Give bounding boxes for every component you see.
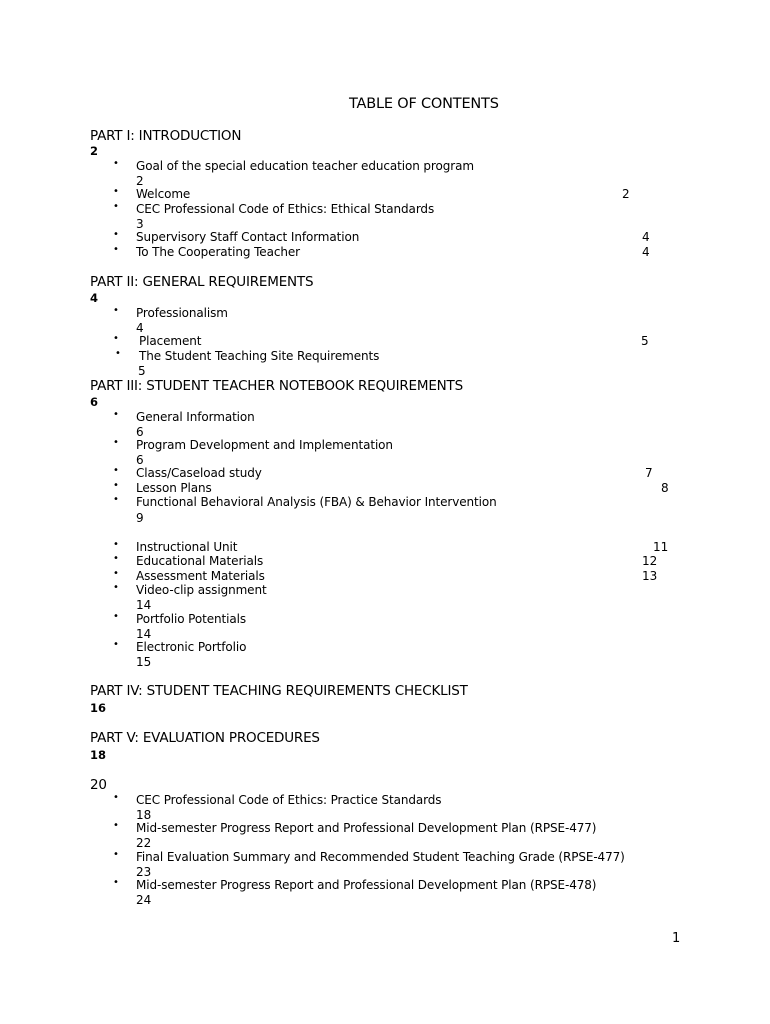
toc-item-page: 18 xyxy=(136,808,152,822)
toc-item-page: 24 xyxy=(136,893,152,907)
bullet-icon: • xyxy=(113,568,119,579)
toc-item-page: 22 xyxy=(136,836,152,850)
bullet-icon: • xyxy=(113,480,119,491)
toc-item-label: General Information xyxy=(136,410,255,424)
bullet-icon: • xyxy=(113,201,119,212)
toc-item-label: Final Evaluation Summary and Recommended Student Teaching Grade (RPSE-477) xyxy=(136,850,625,864)
toc-item-label: Professionalism xyxy=(136,306,228,320)
toc-item-page: 12 xyxy=(642,554,658,568)
toc-item-page: 3 xyxy=(136,217,144,231)
toc-item-page: 14 xyxy=(136,627,152,641)
toc-item-page: 13 xyxy=(642,569,658,583)
toc-item-page: 5 xyxy=(641,334,649,348)
toc-item-label: Goal of the special education teacher education program xyxy=(136,159,474,173)
toc-item-page: 2 xyxy=(622,187,630,201)
toc-item-page: 15 xyxy=(136,655,152,669)
toc-item-page: 9 xyxy=(136,511,144,525)
toc-item-label: Program Development and Implementation xyxy=(136,438,393,452)
part-page-number: 16 xyxy=(90,701,107,715)
bullet-icon: • xyxy=(113,158,119,169)
bullet-icon: • xyxy=(113,186,119,197)
toc-item-label: Portfolio Potentials xyxy=(136,612,247,626)
bullet-icon: • xyxy=(113,820,119,831)
toc-item-label: Placement xyxy=(139,334,202,348)
toc-item-page: 11 xyxy=(653,540,669,554)
bullet-icon: • xyxy=(113,849,119,860)
toc-item-page: 7 xyxy=(645,466,653,480)
toc-item-label: To The Cooperating Teacher xyxy=(136,245,300,259)
toc-item-page: 4 xyxy=(136,321,144,335)
bullet-icon: • xyxy=(113,305,119,316)
toc-item-page: 23 xyxy=(136,865,152,879)
toc-item-label: Instructional Unit xyxy=(136,540,238,554)
bullet-icon: • xyxy=(115,348,121,359)
toc-item-label: Mid-semester Progress Report and Professional Development Plan (RPSE-478) xyxy=(136,878,597,892)
toc-item-page: 4 xyxy=(642,230,650,244)
toc-item-label: Mid-semester Progress Report and Professional Development Plan (RPSE-477) xyxy=(136,821,597,835)
toc-item-label: Welcome xyxy=(136,187,191,201)
bullet-icon: • xyxy=(113,409,119,420)
toc-item-label: Assessment Materials xyxy=(136,569,265,583)
bullet-icon: • xyxy=(113,494,119,505)
toc-item-label: Video-clip assignment xyxy=(136,583,267,597)
part-heading: PART II: GENERAL REQUIREMENTS xyxy=(90,274,314,290)
part-heading: PART V: EVALUATION PROCEDURES xyxy=(90,730,320,746)
bullet-icon: • xyxy=(113,792,119,803)
toc-item-page: 6 xyxy=(136,425,144,439)
toc-item-label: Lesson Plans xyxy=(136,481,212,495)
section-page-number: 20 xyxy=(90,777,107,793)
part-page-number: 6 xyxy=(90,395,99,409)
bullet-icon: • xyxy=(113,437,119,448)
toc-item-page: 4 xyxy=(642,245,650,259)
toc-title: TABLE OF CONTENTS xyxy=(349,96,499,112)
toc-item-page: 2 xyxy=(136,174,144,188)
part-page-number: 18 xyxy=(90,748,107,762)
toc-item-label: CEC Professional Code of Ethics: Ethical Standards xyxy=(136,202,435,216)
bullet-icon: • xyxy=(113,611,119,622)
page-number: 1 xyxy=(672,931,681,946)
toc-item-page: 14 xyxy=(136,598,152,612)
bullet-icon: • xyxy=(113,229,119,240)
toc-item-label: Functional Behavioral Analysis (FBA) & Behavior Intervention xyxy=(136,495,497,509)
toc-item-label: The Student Teaching Site Requirements xyxy=(139,349,380,363)
part-heading: PART IV: STUDENT TEACHING REQUIREMENTS CHECKLIST xyxy=(90,683,468,699)
bullet-icon: • xyxy=(113,465,119,476)
part-page-number: 2 xyxy=(90,144,99,158)
toc-item-label: CEC Professional Code of Ethics: Practice Standards xyxy=(136,793,442,807)
toc-item-page: 5 xyxy=(138,364,146,378)
bullet-icon: • xyxy=(113,877,119,888)
part-heading: PART I: INTRODUCTION xyxy=(90,128,242,144)
bullet-icon: • xyxy=(113,553,119,564)
toc-item-label: Electronic Portfolio xyxy=(136,640,247,654)
toc-item-label: Supervisory Staff Contact Information xyxy=(136,230,360,244)
bullet-icon: • xyxy=(113,333,119,344)
toc-item-page: 6 xyxy=(136,453,144,467)
bullet-icon: • xyxy=(113,582,119,593)
bullet-icon: • xyxy=(113,539,119,550)
bullet-icon: • xyxy=(113,244,119,255)
bullet-icon: • xyxy=(113,639,119,650)
toc-item-label: Educational Materials xyxy=(136,554,264,568)
part-heading: PART III: STUDENT TEACHER NOTEBOOK REQUIREMENTS xyxy=(90,378,463,394)
part-page-number: 4 xyxy=(90,291,99,305)
toc-item-page: 8 xyxy=(661,481,669,495)
toc-item-label: Class/Caseload study xyxy=(136,466,262,480)
